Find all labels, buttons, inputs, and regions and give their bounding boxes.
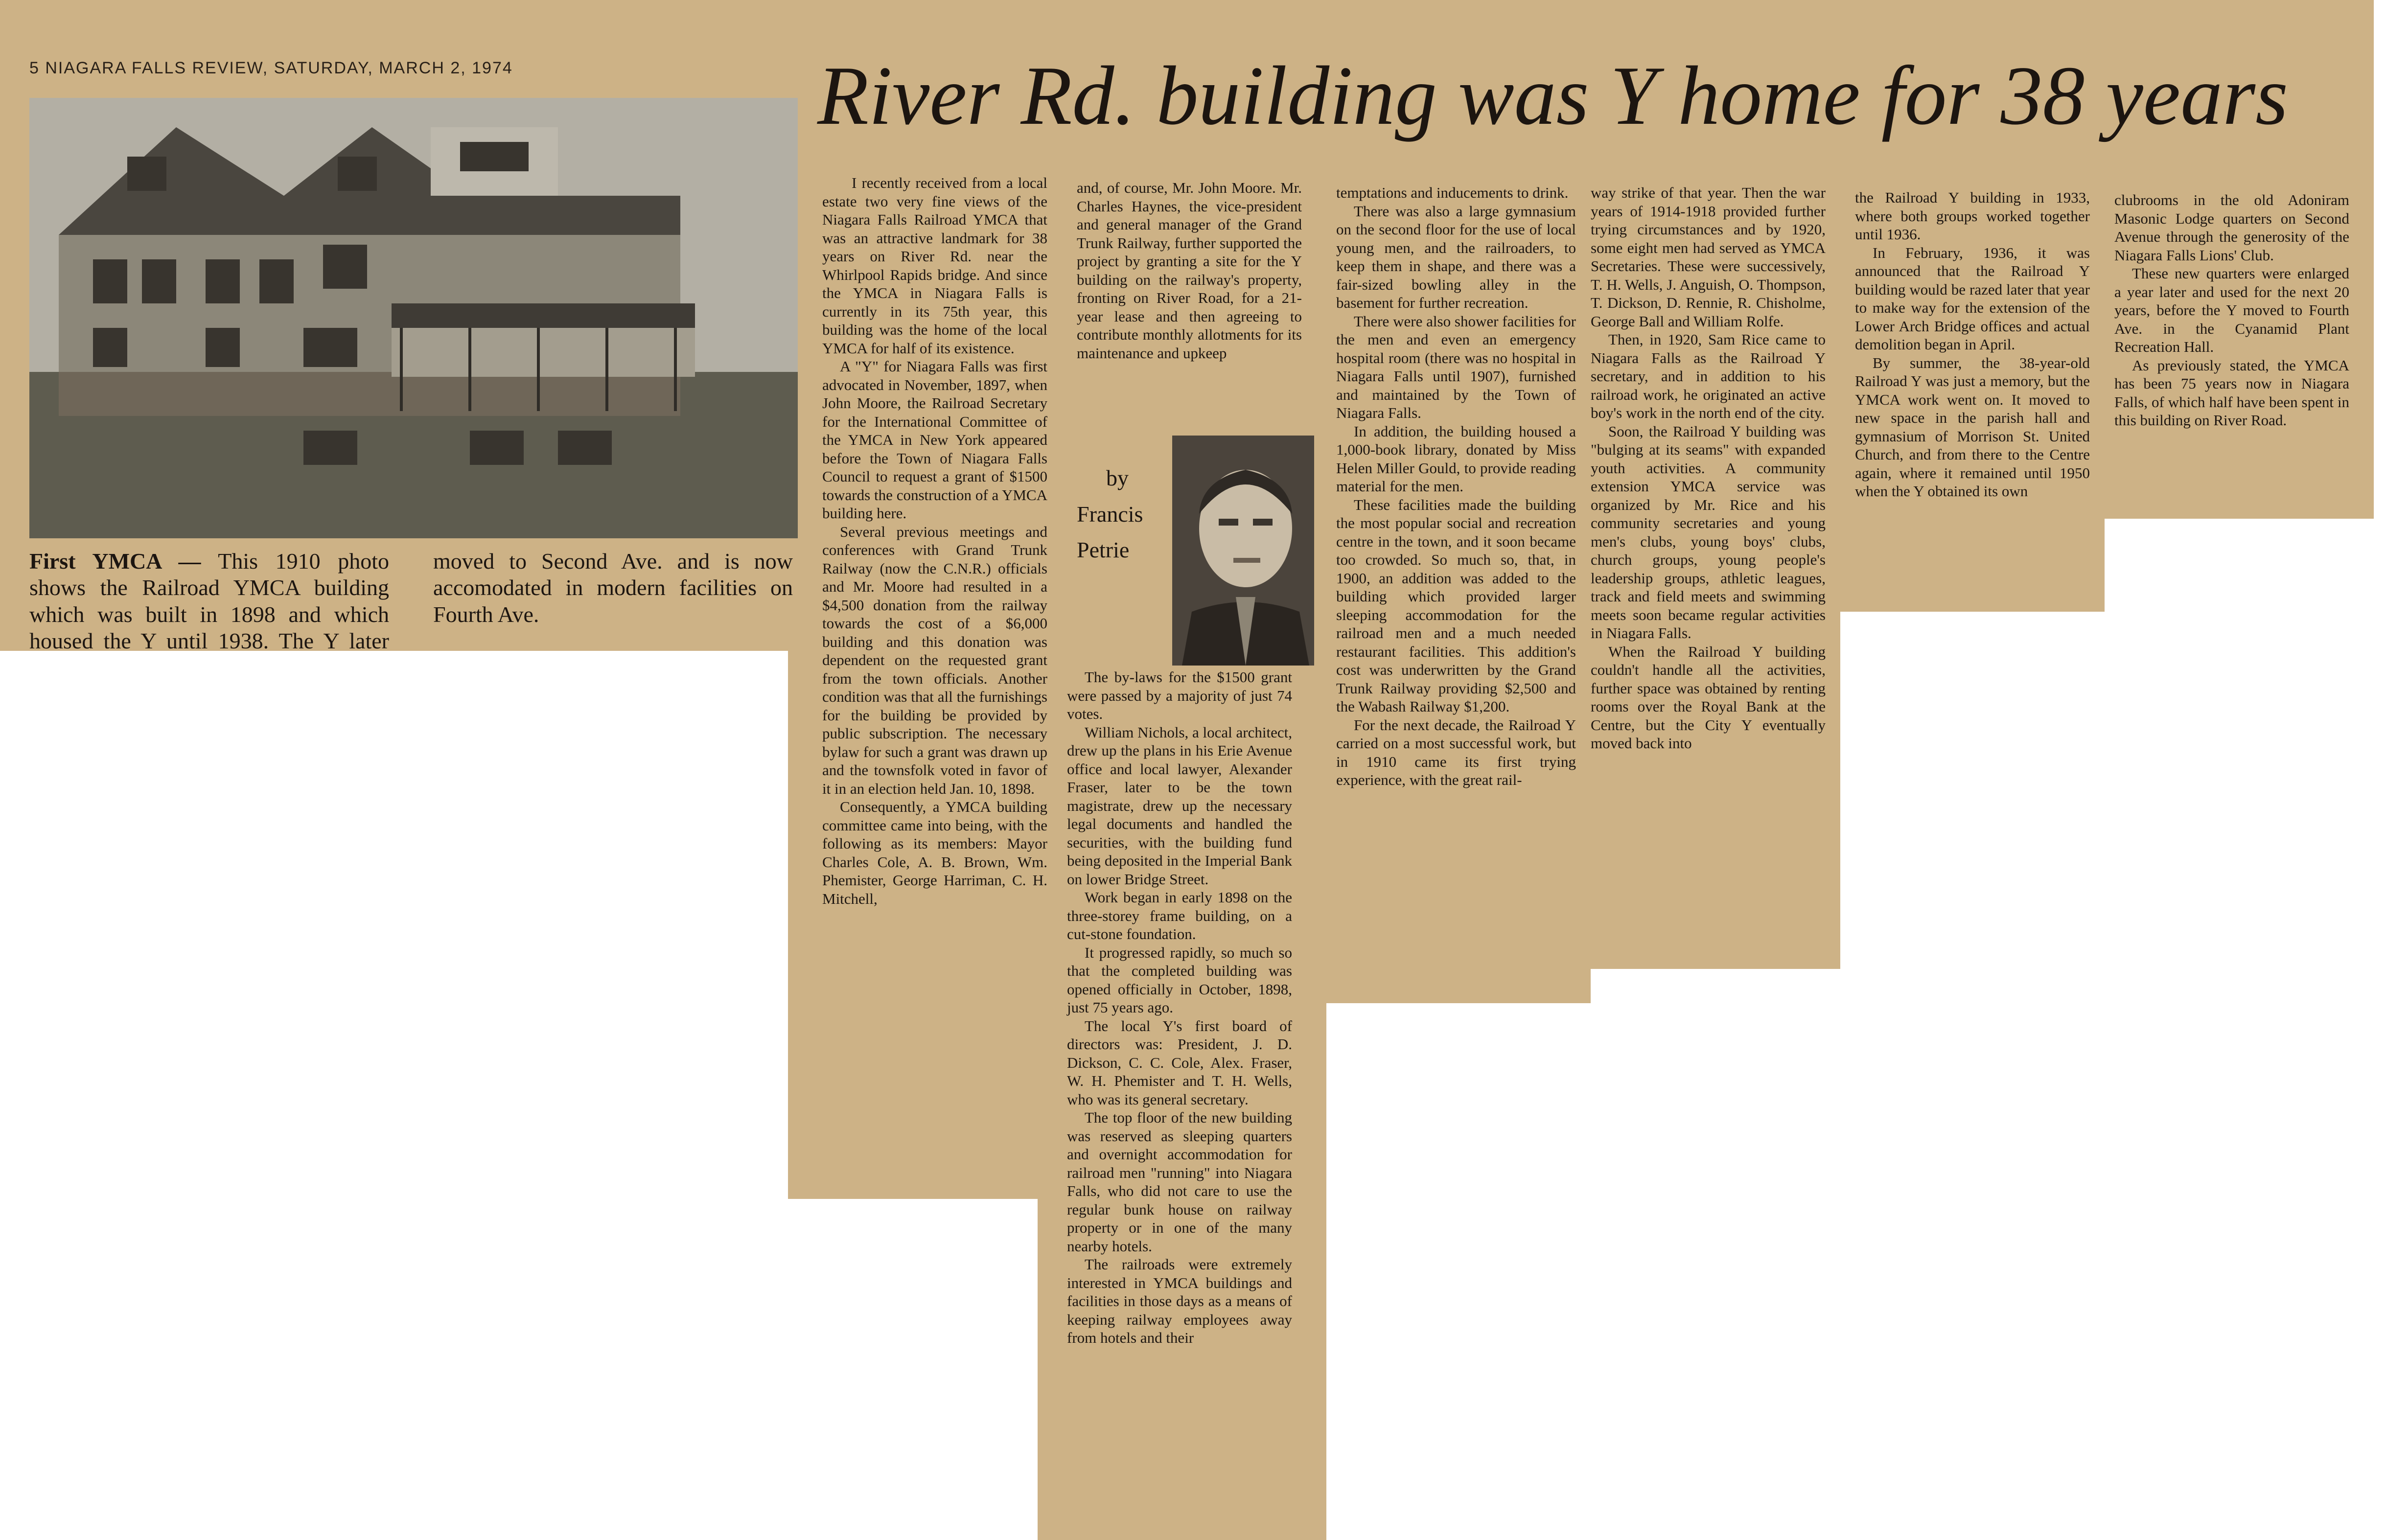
paragraph: When the Railroad Y building couldn't handle all the activities, further space was obtained by renting rooms over the Royal Bank at the Centre, but the City Y eventually moved back into	[1591, 643, 1826, 752]
paragraph: Consequently, a YMCA building committee came into being, with the following as its members: Mayor Charles Cole, A. B. Brown, Wm. Phemister, George Harriman, C. H. Mitchell,	[822, 798, 1047, 907]
headline: River Rd. building was Y home for 38 years	[817, 49, 2289, 142]
caption-text: This 1910 photo shows the Railroad YMCA building which was built in 1898 and which housed the Y until 1938. The Y later moved to Second Ave. and is now accomodated in modern facilities on Fourth Ave.	[29, 549, 793, 653]
paragraph: temptations and inducements to drink.	[1336, 184, 1569, 201]
paragraph: As previously stated, the YMCA has been 75 years now in Niagara Falls, of which half have been spent in this building on River Road.	[2114, 356, 2349, 429]
paragraph: way strike of that year. Then the war years of 1914-1918 provided further trying circumstances and by 1920, some eight men had served as YMCA Secretaries. These were successively, T. H. Wells, J. Anguish, O. Thompson, T. Dickson, D. Rennie, R. Chisholme, George Ball and William Rolfe.	[1591, 184, 1826, 330]
paragraph: The railroads were extremely interested in YMCA buildings and facilities in those days as a means of keeping railway employees away from hotels and their	[1067, 1256, 1292, 1346]
paragraph: Soon, the Railroad Y building was "bulging at its seams" with expanded youth activities. A community extension YMCA service was organized by Mr. Rice and his community secretaries and young men's clubs, young boys' clubs, church groups, young people's leadership groups, athletic leagues, track and field meets and swimming meets soon became regular activities in Niagara Falls.	[1591, 422, 1826, 642]
paragraph: the Railroad Y building in 1933, where both groups worked together until 1936.	[1855, 189, 2090, 243]
paragraph: There were also shower facilities for the men and even an emergency hospital room (there was no hospital in Niagara Falls until 1907), furnished and maintained by the Town of Niagara Falls.	[1336, 312, 1576, 421]
paragraph: and, of course, Mr. John Moore. Mr. Charles Haynes, the vice-president and general manager of the Grand Trunk Railway, further supported the project by granting a site for the Y building on the railway's property, fronting on River Road, for a 21-year lease and then agreeing to contribute monthly allotments for its maintenance and upkeep	[1077, 179, 1302, 362]
paragraph: Then, in 1920, Sam Rice came to Niagara Falls as the Railroad Y secretary, and in addition to his railroad work, he originated an active boy's work in the north end of the city.	[1591, 331, 1826, 421]
paragraph: William Nichols, a local architect, drew up the plans in his Erie Avenue office and local lawyer, Alexander Fraser, later to be the town magistrate, drew up the necessary legal documents and handled the securities, with the building fund being deposited in the Imperial Bank on lower Bridge Street.	[1067, 723, 1292, 888]
article-column-6	[2114, 191, 2349, 504]
article-column-4	[1591, 184, 1826, 976]
article-column-5	[1855, 188, 2090, 604]
photo-caption	[29, 548, 793, 654]
masthead: 5 NIAGARA FALLS REVIEW, SATURDAY, MARCH 2, 1974	[29, 59, 513, 77]
paragraph: There was also a large gymnasium on the second floor for the use of local young men, and the railroaders, to keep them in shape, and there was a fair-sized bowling alley in the basement for further recreation.	[1336, 202, 1576, 311]
paragraph: The local Y's first board of directors was: President, J. D. Dickson, C. C. Cole, Alex. Fraser, W. H. Phemister and T. H. Wells, who was its general secretary.	[1067, 1017, 1292, 1108]
paragraph: clubrooms in the old Adoniram Masonic Lodge quarters on Second Avenue through the generosity of the Niagara Falls Lions' Club.	[2114, 191, 2349, 264]
ymca-building-photo	[29, 98, 798, 538]
byline-by: by	[1106, 465, 1129, 490]
article-column-2-top	[1077, 179, 1302, 433]
caption-lead: First YMCA —	[29, 549, 201, 574]
article-column-2-bottom	[1067, 668, 1292, 1346]
byline-last-name: Petrie	[1077, 537, 1130, 563]
article-column-3	[1336, 184, 1576, 991]
article-column-1	[822, 174, 1047, 1152]
paragraph: Several previous meetings and conferences with Grand Trunk Railway (now the C.N.R.) officials and Mr. Moore had resulted in a $4,500 donation from the railway towards the cost of a $6,000 building and this donation was dependent on the requested grant from the town officials. Another condition was that all the furnishings for the building be provided by public subscription. The necessary bylaw for such a grant was drawn up and the townsfolk voted in favor of it in an election held Jan. 10, 1898.	[822, 523, 1047, 797]
paragraph: In addition, the building housed a 1,000-book library, donated by Miss Helen Miller Gould, to provide reading material for the men.	[1336, 422, 1576, 495]
byline	[1077, 460, 1175, 568]
paragraph: In February, 1936, it was announced that the Railroad Y building would be razed later that year to make way for the extension of the Lower Arch Bridge offices and actual demolition began in April.	[1855, 244, 2090, 353]
paragraph: These facilities made the building the most popular social and recreation centre in the town, and it soon became too crowded. So much so, that, in 1900, an addition was added to the building which provided larger sleeping accommodation for the railroad men and a much needed restaurant facilities. This addition's cost was underwritten by the Grand Trunk Railway providing $2,500 and the Wabash Railway $1,200.	[1336, 496, 1576, 715]
author-portrait	[1172, 436, 1314, 666]
portrait-illustration	[1172, 436, 1314, 666]
paragraph: The by-laws for the $1500 grant were passed by a majority of just 74 votes.	[1067, 668, 1292, 722]
byline-first-name: Francis	[1077, 501, 1143, 527]
paragraph: A "Y" for Niagara Falls was first advocated in November, 1897, when John Moore, the Railroad Secretary for the International Committee of the YMCA in New York appeared before the Town of Niagara Falls Council to request a grant of $1500 towards the construction of a YMCA building here.	[822, 358, 1047, 522]
paragraph: It progressed rapidly, so much so that the completed building was opened officially in October, 1898, just 75 years ago.	[1067, 943, 1292, 1016]
paragraph: I recently received from a local estate two very fine views of the Niagara Falls Railroad YMCA that was an attractive landmark for 38 years on River Rd. near the Whirlpool Rapids bridge. And since the YMCA in Niagara Falls is currently in its 75th year, this building was the home of the local YMCA for half of its existence.	[822, 174, 1047, 357]
paragraph: The top floor of the new building was reserved as sleeping quarters and overnight accommodation for railroad men "running" into Niagara Falls, who did not care to use the regular bunk house on railway property or in one of the many nearby hotels.	[1067, 1109, 1292, 1255]
building-illustration	[29, 98, 798, 538]
paragraph: For the next decade, the Railroad Y carried on a most successful work, but in 1910 came its first trying experience, with the great rail-	[1336, 716, 1576, 788]
paragraph: These new quarters were enlarged a year later and used for the next 20 years, before the Y moved to Fourth Ave. in the Cyanamid Plant Recreation Hall.	[2114, 265, 2349, 355]
paragraph: Work began in early 1898 on the three-storey frame building, on a cut-stone foundation.	[1067, 889, 1292, 942]
paragraph: By summer, the 38-year-old Railroad Y was just a memory, but the YMCA work went on. It moved to new space in the parish hall and gymnasium of Morrison St. United Church, and from there to the Centre again, where it remained until 1950 when the Y obtained its own	[1855, 354, 2090, 500]
